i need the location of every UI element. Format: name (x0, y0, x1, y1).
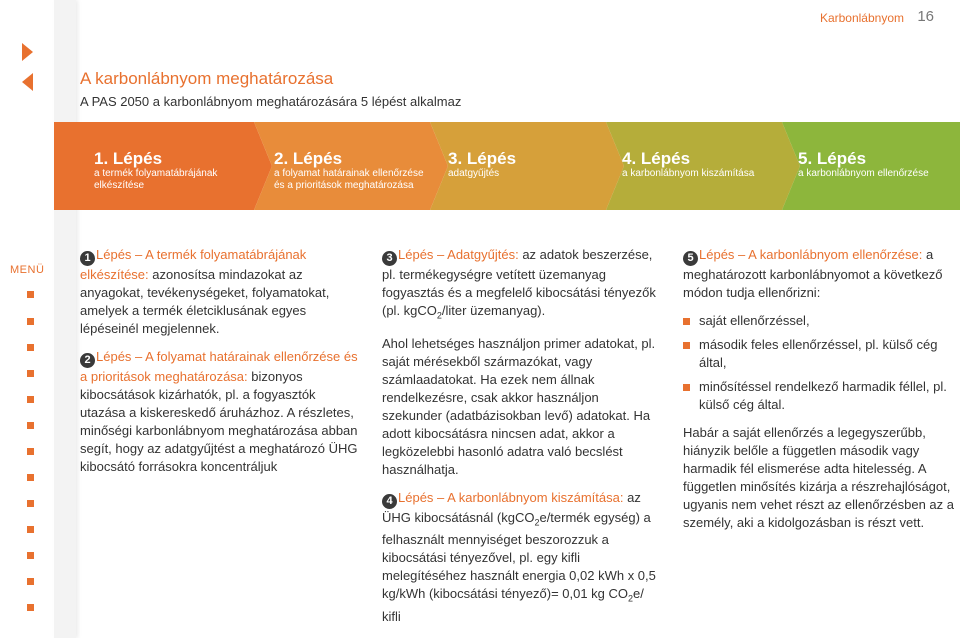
step-4-number: 4. Lépés (622, 149, 691, 168)
step-5-body: a meghatározott karbonlábnyomot a következő módon tudja ellenőrizni: (683, 247, 943, 300)
step-2-paragraph (80, 348, 360, 476)
step-1-number: 1. Lépés (94, 149, 163, 168)
step-3-number: 3. Lépés (448, 149, 517, 168)
step-5-heading: Lépés – A karbonlábnyom ellenőrzése: (699, 247, 923, 262)
side-panel (54, 0, 76, 638)
data-source-paragraph: Ahol lehetséges használjon primer adatokat, pl. saját mérésekből származókat, vagy számlaadatokat. Ha ezek nem állnak rendelkezésre, csak akkor használjon szekunder (adatbázisokban levő) adatokat. Ha adott kibocsátásra nincsen adat, akkor a legközelebbi hasonló adatra való becslést használhatja. (382, 335, 656, 477)
step-1-heading: Lépés – A termék folyamatábrájának elkészítése: (80, 247, 307, 282)
list-item: minősítéssel rendelkező harmadik féllel, pl. külső cég által. (683, 378, 955, 414)
menu-item-icon[interactable] (27, 526, 34, 533)
step-5[interactable] (798, 122, 958, 210)
step-chevron-band (54, 122, 960, 210)
step-1[interactable] (94, 122, 244, 210)
step-3-text: adatgyűjtés (448, 168, 500, 179)
step-1-badge-icon: 1 (80, 251, 95, 266)
column-3 (683, 246, 955, 542)
step-2-number: 2. Lépés (274, 149, 343, 168)
step-5-number: 5. Lépés (798, 149, 867, 168)
page-title: A karbonlábnyom meghatározása (80, 69, 334, 88)
menu-item-icon[interactable] (27, 500, 34, 507)
step-3-paragraph (382, 246, 662, 325)
step-4-body-b: e/termék egység) a felhasznált mennyiséget beszorozzuk a kibocsátási tényezővel, pl. egy kifli melegítéséhez használt energia 0,02 kWh x 0,5 kg/kWh (kibocsátási tényező)= 0,01 kg CO (382, 509, 656, 602)
step-2-badge-icon: 2 (80, 353, 95, 368)
step-3[interactable] (448, 122, 598, 210)
co2-subscript: 2 (628, 593, 634, 604)
step-4-text: a karbonlábnyom kiszámítása (622, 168, 755, 179)
previous-page-icon[interactable] (22, 73, 33, 91)
menu-item-icon[interactable] (27, 318, 34, 325)
verification-summary-paragraph: Habár a saját ellenőrzés a legegyszerűbb, hiányzik belőle a független második vagy harmadik fél elismerése adta hitelesség. A független minősítés kizárja a részrehajlóságot, ugyanis nem vehet részt az ellenőrzésben az a személy, aki a kidolgozásban is részt vett. (683, 425, 954, 530)
menu-item-icon[interactable] (27, 396, 34, 403)
co2-subscript: 2 (534, 517, 540, 528)
column-2 (382, 246, 662, 636)
step-4-heading: Lépés – A karbonlábnyom kiszámítása: (398, 489, 624, 505)
list-item: saját ellenőrzéssel, (683, 312, 955, 330)
menu-item-icon[interactable] (27, 344, 34, 351)
menu-item-icon[interactable] (27, 578, 34, 585)
step-4[interactable] (622, 122, 782, 210)
menu-item-icon[interactable] (27, 448, 34, 455)
step-3-body-a: az adatok beszerzése, pl. termékegységre vetített üzemanyag fogyasztás és a megfelelő kibocsátási tényezők (pl. kgCO (382, 247, 656, 318)
step-5-text: a karbonlábnyom ellenőrzése (798, 168, 929, 179)
menu-item-icon[interactable] (27, 422, 34, 429)
menu-item-icon[interactable] (27, 291, 34, 298)
header-label: Karbonlábnyom (819, 11, 904, 25)
step-4-paragraph (382, 489, 662, 626)
step-5-badge-icon: 5 (683, 251, 698, 266)
menu-label[interactable]: MENÜ (10, 264, 45, 276)
page-subtitle: A PAS 2050 a karbonlábnyom meghatározására 5 lépést alkalmaz (80, 94, 462, 109)
co2-subscript: 2 (436, 310, 442, 321)
step-3-body-b: /liter üzemanyag). (441, 303, 546, 318)
step-4-body-c: e/ kifli (382, 586, 644, 624)
column-1 (80, 246, 360, 486)
step-1-text: a termék folyamatábrájának elkészítése (94, 168, 218, 191)
step-2-body: bizonyos kibocsátások kizárhatók, pl. a fogyasztók utazása a kiskereskedő áruházhoz. A részletes, minőségi karbonlábnyom meghatározása abban segít, hogy az adatgyűjtést a meghatározó ÜHG kibocsátó forrásokra koncentráljuk (80, 369, 358, 474)
step-2[interactable] (274, 122, 434, 210)
step-2-heading: Lépés – A folyamat határainak ellenőrzése és a prioritások meghatározása: (80, 349, 358, 384)
step-1-paragraph (80, 246, 360, 338)
page-number: 16 (917, 8, 934, 25)
verification-list (683, 312, 955, 414)
list-item: második feles ellenőrzéssel, pl. külső cég által, (683, 336, 955, 372)
step-2-text: a folyamat határainak ellenőrzése és a prioritások meghatározása (274, 168, 424, 191)
menu-item-icon[interactable] (27, 604, 34, 611)
step-3-heading: Lépés – Adatgyűjtés: (398, 247, 519, 262)
menu-item-icon[interactable] (27, 552, 34, 559)
step-4-badge-icon: 4 (382, 494, 397, 509)
next-page-icon[interactable] (22, 43, 33, 61)
step-5-paragraph (683, 246, 955, 302)
step-1-body: azonosítsa mindazokat az anyagokat, tevékenységeket, folyamatokat, amelyek a termék életciklusának egyes lépéseinél megjelennek. (80, 267, 330, 336)
menu-item-icon[interactable] (27, 474, 34, 481)
menu-item-icon[interactable] (27, 370, 34, 377)
step-3-badge-icon: 3 (382, 251, 397, 266)
step-4-body-a: az ÜHG kibocsátásnál (kgCO (382, 489, 641, 525)
